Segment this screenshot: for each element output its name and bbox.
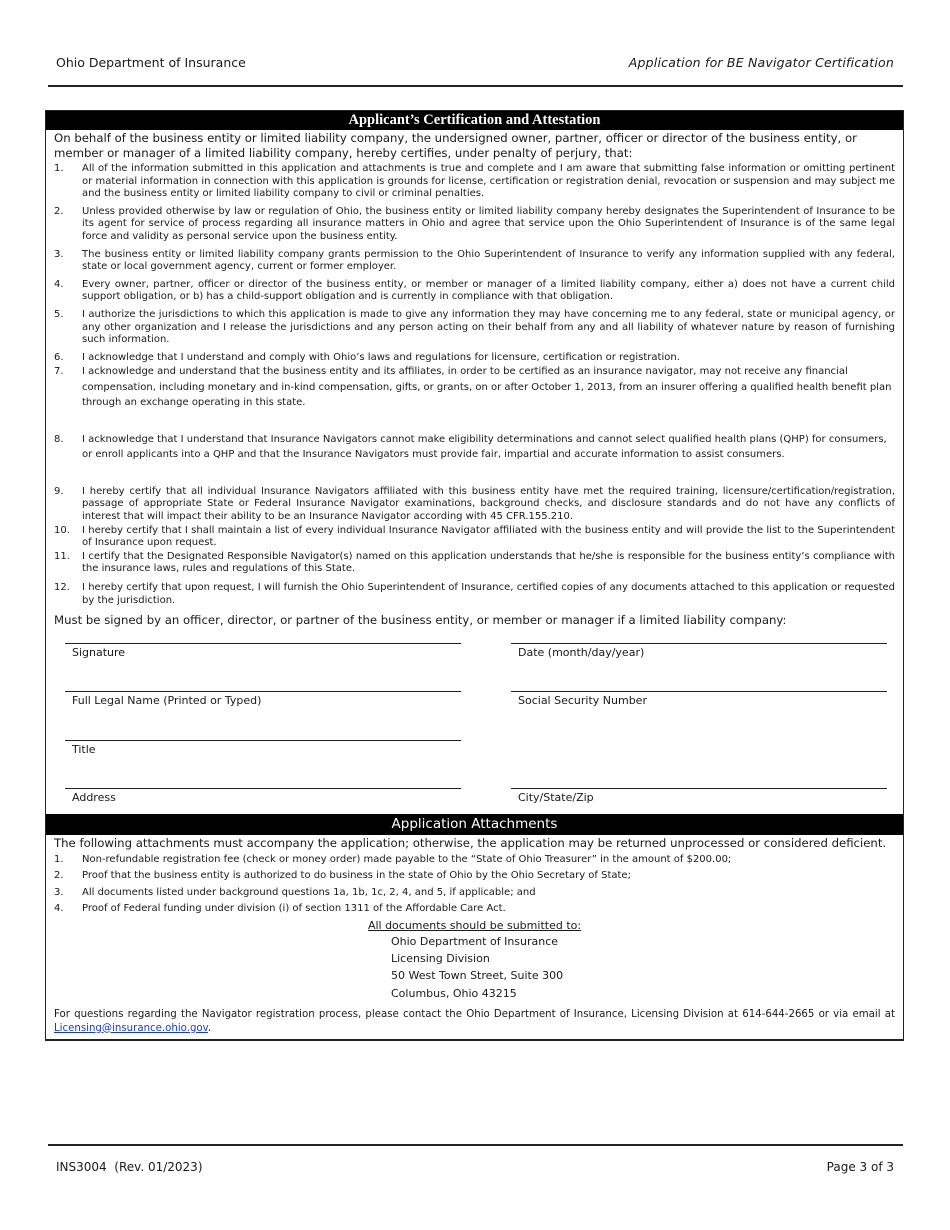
- attachments-intro: The following attachments must accompany the application; otherwise, the application may be returned unprocessed or considered deficient.: [54, 836, 887, 850]
- signature-label: Signature: [72, 646, 126, 659]
- certification-list: [46, 163, 903, 607]
- list-item: 9. I hereby certify that all individual Insurance Navigators affiliated with this business entity have met the required training, licensure/certification/registration, passage of appropriate State or Federal Insurance Navigator examinations, background checks, and disclosure standards and do not have any conflicts of interest that will impact their ability to be an Insurance Navigator according with 45 CFR.155.210.: [54, 485, 895, 522]
- header-agency: Ohio Department of Insurance: [56, 55, 246, 70]
- submission-heading: All documents should be submitted to:: [367, 918, 582, 932]
- header-divider: [48, 85, 903, 87]
- attachments-section: [46, 835, 903, 1035]
- list-item: 4. Every owner, partner, officer or director of the business entity, or member or manager of a limited liability company, either a) does not have a current child support obligation, or b) has a child-support obligation and is currently in compliance with that obligation.: [54, 278, 895, 303]
- full-name-label: Full Legal Name (Printed or Typed): [72, 694, 262, 707]
- attachments-section-title: Application Attachments: [46, 814, 903, 835]
- list-item: 1. Non-refundable registration fee (check or money order) made payable to the “State of Ohio Treasurer” in the amount of $200.00;: [54, 854, 732, 865]
- list-item: 2. Unless provided otherwise by law or regulation of Ohio, the business entity or limited liability company hereby designates the Superintendent of Insurance to be its agent for service of process regarding all insurance matters in Ohio and agree that service upon the Ohio Superintendent of Insurance is of the same legal force and validity as personal service upon the business entity.: [54, 205, 895, 242]
- date-field[interactable]: [511, 643, 887, 659]
- list-item: 11. I certify that the Designated Responsible Navigator(s) named on this application understands that he/she is responsible for the business entity’s compliance with the insurance laws, rules and regulations of this State.: [54, 550, 895, 575]
- footer-divider: [48, 1144, 903, 1146]
- list-item: 10. I hereby certify that I shall maintain a list of every individual Insurance Navigator affiliated with the business entity and will provide the list to the Superintendent of Insurance upon request.: [54, 524, 895, 549]
- mailing-address: Ohio Department of Insurance Licensing Division 50 West Town Street, Suite 300 Columbus, Ohio 43215: [391, 934, 564, 1000]
- list-item: 8. I acknowledge that I understand that Insurance Navigators cannot make eligibility determinations and cannot select qualified health plans (QHP) for consumers, or enroll applicants into a QHP and that the Insurance Navigators must provide fair, impartial and accurate information to assist consumers.: [54, 433, 887, 460]
- list-item: 7. I acknowledge and understand that the business entity and its affiliates, in order to be certified as an insurance navigator, may not receive any financial compensation, including monetary and in-kind compensation, gifts, or grants, on or after October 1, 2013, from an insurer offering a qualified health benefit plan through an exchange operating in this state.: [54, 366, 892, 409]
- page-number: Page 3 of 3: [826, 1160, 894, 1174]
- form-id: INS3004 (Rev. 01/2023): [56, 1160, 203, 1174]
- header-form-title: Application for BE Navigator Certification: [628, 55, 894, 70]
- list-item: 2. Proof that the business entity is authorized to do business in the state of Ohio by the Ohio Secretary of State;: [54, 870, 631, 882]
- title-field[interactable]: [65, 740, 461, 756]
- ssn-field[interactable]: [511, 691, 887, 707]
- attachments-list: [46, 853, 903, 916]
- list-item: 12. I hereby certify that upon request, I will furnish the Ohio Superintendent of Insurance, certified copies of any documents attached to this application or requested by the jurisdiction.: [54, 581, 895, 606]
- certification-section-title: Applicant’s Certification and Attestation: [46, 111, 903, 130]
- email-link[interactable]: Licensing@insurance.ohio.gov: [54, 1022, 208, 1034]
- signing-instruction: Must be signed by an officer, director, or partner of the business entity, or member or manager if a limited liability company:: [54, 613, 787, 628]
- list-item: 3. The business entity or limited liability company grants permission to the Ohio Superintendent of Insurance to verify any information supplied with any federal, state or local government agency, current or former employer.: [54, 248, 895, 273]
- list-item: 5. I authorize the jurisdictions to which this application is made to give any information they may have concerning me to any federal, state or municipal agency, or any other organization and I release the jurisdictions and any person acting on their behalf from any and all liability of whatever nature by reason of furnishing such information.: [54, 308, 895, 346]
- list-item: 4. Proof of Federal funding under division (i) of section 1311 of the Affordable Care Act.: [54, 903, 506, 915]
- contact-note: For questions regarding the Navigator registration process, please contact the Ohio Department of Insurance, Licensing Division at 614-644-2665 or via email at Licensing@insurance.ohio.gov.: [54, 1009, 895, 1034]
- certification-intro: On behalf of the business entity or limited liability company, the undersigned owner, partner, officer or director of the business entity, or member or manager of a limited liability company, hereby certifies, under penalty of perjury, that:: [54, 131, 857, 160]
- signature-field[interactable]: [65, 643, 461, 659]
- list-item: 3. All documents listed under background questions 1a, 1b, 1c, 2, 4, and 5, if applicable; and: [54, 886, 536, 898]
- city-state-zip-field[interactable]: [511, 788, 887, 804]
- list-item: 6. I acknowledge that I understand and comply with Ohio’s laws and regulations for licensure, certification or registration.: [54, 351, 680, 363]
- full-name-field[interactable]: [65, 691, 461, 707]
- list-item: 1. All of the information submitted in this application and attachments is true and complete and I am aware that submitting false information or omitting pertinent or material information in connection with this application is grounds for license, certification or registration denial, revocation or suspension and may subject me and the business entity or limited liability company to civil or criminal penalties.: [54, 163, 895, 200]
- address-label: Address: [72, 791, 116, 804]
- title-label: Title: [72, 743, 96, 756]
- certification-form: [45, 110, 904, 1041]
- address-field[interactable]: [65, 788, 461, 804]
- ssn-label: Social Security Number: [518, 694, 647, 707]
- city-state-zip-label: City/State/Zip: [518, 791, 594, 804]
- date-label: Date (month/day/year): [518, 646, 645, 659]
